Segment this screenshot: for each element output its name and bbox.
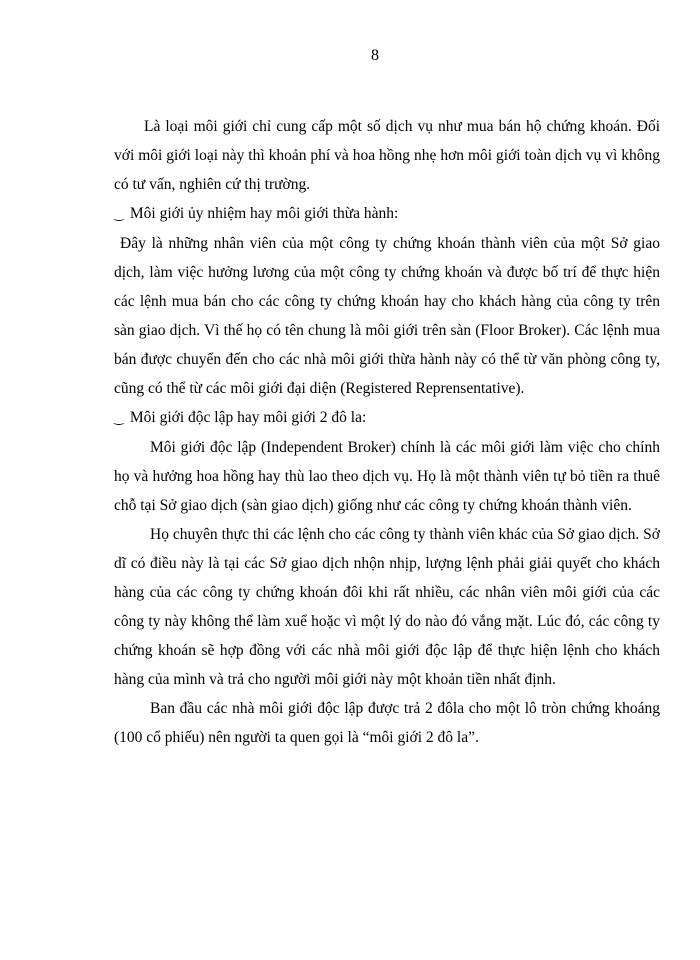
paragraph-independent-broker: Môi giới độc lập (Independent Broker) chính là các môi giới làm việc cho chính họ và hưởng hoa hồng hay thù lao theo dịch vụ. Họ là một thành viên tự bỏ tiền ra thuê chỗ tại Sở giao dịch (sàn giao dịch) giống như các công ty chứng khoán thành viên. xyxy=(114,439,660,514)
page-number: 8 xyxy=(371,47,379,64)
bullet-marker: ‿ xyxy=(114,207,124,221)
document-body xyxy=(114,112,660,752)
bullet-floor-broker-heading xyxy=(114,199,660,229)
paragraph-service-broker: Là loại môi giới chỉ cung cấp một số dịch vụ như mua bán hộ chứng khoán. Đối với môi giới loại này thì khoản phí và hoa hồng nhẹ hơn môi giới toàn dịch vụ vì không có tư vấn, nghiên cứ thị trường. xyxy=(114,118,660,193)
paragraph-execution-role: Họ chuyên thực thi các lệnh cho các công ty thành viên khác của Sở giao dịch. Sở dĩ có điều này là tại các Sở giao dịch nhộn nhịp, lượng lệnh phải giải quyết cho khách hàng của các công ty chứng khoán đôi khi rất nhiều, các nhân viên môi giới của các công ty này không thể làm xuể hoặc vì một lý do nào đó vắng mặt. Lúc đó, các công ty chứng khoán sẽ hợp đồng với các nhà môi giới độc lập để thực hiện lệnh cho khách hàng của mình và trả cho người môi giới này một khoản tiền nhất định. xyxy=(114,526,660,688)
bullet-independent-broker-heading xyxy=(114,403,660,433)
paragraph-two-dollar-broker: Ban đầu các nhà môi giới độc lập được trả 2 đôla cho một lô tròn chứng khoáng (100 cổ phiếu) nên người ta quen gọi là “môi giới 2 đô la”. xyxy=(114,700,660,746)
bullet-text: Môi giới độc lập hay môi giới 2 đô la: xyxy=(129,409,367,426)
paragraph-floor-broker: Đây là những nhân viên của một công ty chứng khoán thành viên của một Sở giao dịch, làm việc hưởng lương của một công ty chứng khoán và được bố trí để thực hiện các lệnh mua bán cho các công ty chứng khoán hay cho khách hàng của công ty trên sàn giao dịch. Vì thế họ có tên chung là môi giới trên sàn (Floor Broker). Các lệnh mua bán được chuyển đến cho các nhà môi giới thừa hành này có thể từ văn phòng công ty, cũng có thể từ các môi giới đại diện (Registered Reprensentative). xyxy=(114,235,660,397)
bullet-marker: ‿ xyxy=(114,411,124,425)
bullet-text: Môi giới ủy nhiệm hay môi giới thừa hành: xyxy=(129,205,399,222)
